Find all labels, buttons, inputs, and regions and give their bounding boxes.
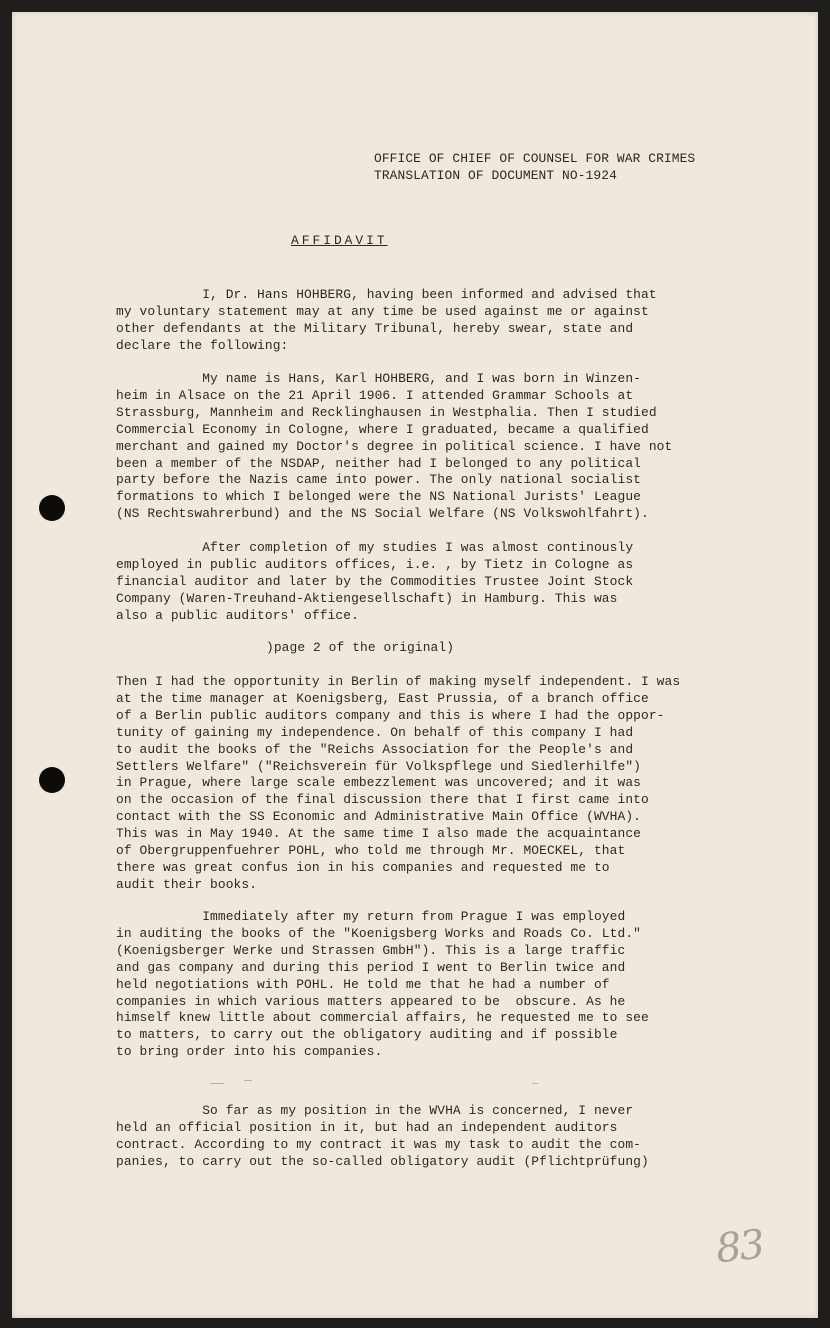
- paragraph-employment: After completion of my studies I was almost continously employed in public auditors offices, i.e. , by Tietz in Cologne as financial auditor and later by the Commodities Trustee Joint Stock Company (Waren-Treuhand-Aktiengesellschaft) in Hamburg. This was also a public auditors' office.: [116, 540, 634, 623]
- document-header: [374, 151, 695, 185]
- document-page: [12, 12, 818, 1318]
- paragraph-biography: My name is Hans, Karl HOHBERG, and I was born in Winzen- heim in Alsace on the 21 April 1906. I attended Grammar Schools at Strassburg, Mannheim and Recklinghausen in Westphalia. Then I studied Commercial Economy in Cologne, where I graduated, became a qualified merchant and gained my Doctor's degree in political science. I have not been a member of the NSDAP, neither had I belonged to any political party before the Nazis came into power. The only national socialist formations to which I belonged were the NS National Jurists' League (NS Rechtswahrerbund) and the NS Social Welfare (NS Volkswohlfahrt).: [116, 371, 673, 522]
- header-line-2: TRANSLATION OF DOCUMENT NO-1924: [374, 167, 617, 183]
- paper-mark: [210, 1083, 224, 1084]
- header-line-1: OFFICE OF CHIEF OF COUNSEL FOR WAR CRIMES: [374, 151, 696, 166]
- punch-hole: [39, 495, 65, 521]
- paper-mark: [244, 1080, 252, 1081]
- paragraph-koenigsberg: Immediately after my return from Prague I was employed in auditing the books of the "Koenigsberg Works and Roads Co. Ltd." (Koenigsberger Werke und Strassen GmbH"). This is a large traffic and gas company and during this period I went to Berlin twice and held negotiations with POHL. He told me that he had a number of companies in which various matters appeared to be obscure. As he himself knew little about commercial affairs, he requested me to see to matters, to carry out the obligatory auditing and if possible to bring order into his companies.: [116, 909, 649, 1060]
- document-title: AFFIDAVIT: [291, 233, 388, 248]
- paper-mark: [532, 1083, 538, 1084]
- paragraph-oath: I, Dr. Hans HOHBERG, having been informed and advised that my voluntary statement may at any time be used against me or against other defendants at the Military Tribunal, hereby swear, state and declare the following:: [116, 287, 657, 353]
- paragraph-wvha-position: So far as my position in the WVHA is concerned, I never held an official position in it, but had an independent auditors contract. According to my contract it was my task to audit the com- panies, to carry out the so-called obligatory audit (Pflichtprüfung): [116, 1103, 649, 1169]
- paragraph-independence: Then I had the opportunity in Berlin of making myself independent. I was at the time manager at Koenigsberg, East Prussia, of a branch office of a Berlin public auditors company and this is where I had the oppor- tunity of gaining my independence. On behalf of this company I had to audit the books of the "Reichs Association for the People's and Settlers Welfare" ("Reichsverein für Volkspflege und Siedlerhilfe") in Prague, where large scale embezzlement was uncovered; and it was on the occasion of the final discussion there that I first came into contact with the SS Economic and Administrative Main Office (WVHA). This was in May 1940. At the same time I also made the acquaintance of Obergruppenfuehrer POHL, who told me through Mr. MOECKEL, that there was great confus ion in his companies and requested me to audit their books.: [116, 674, 681, 892]
- page-note: )page 2 of the original): [266, 640, 455, 655]
- folio-number: 83: [713, 1221, 766, 1273]
- punch-hole: [39, 767, 65, 793]
